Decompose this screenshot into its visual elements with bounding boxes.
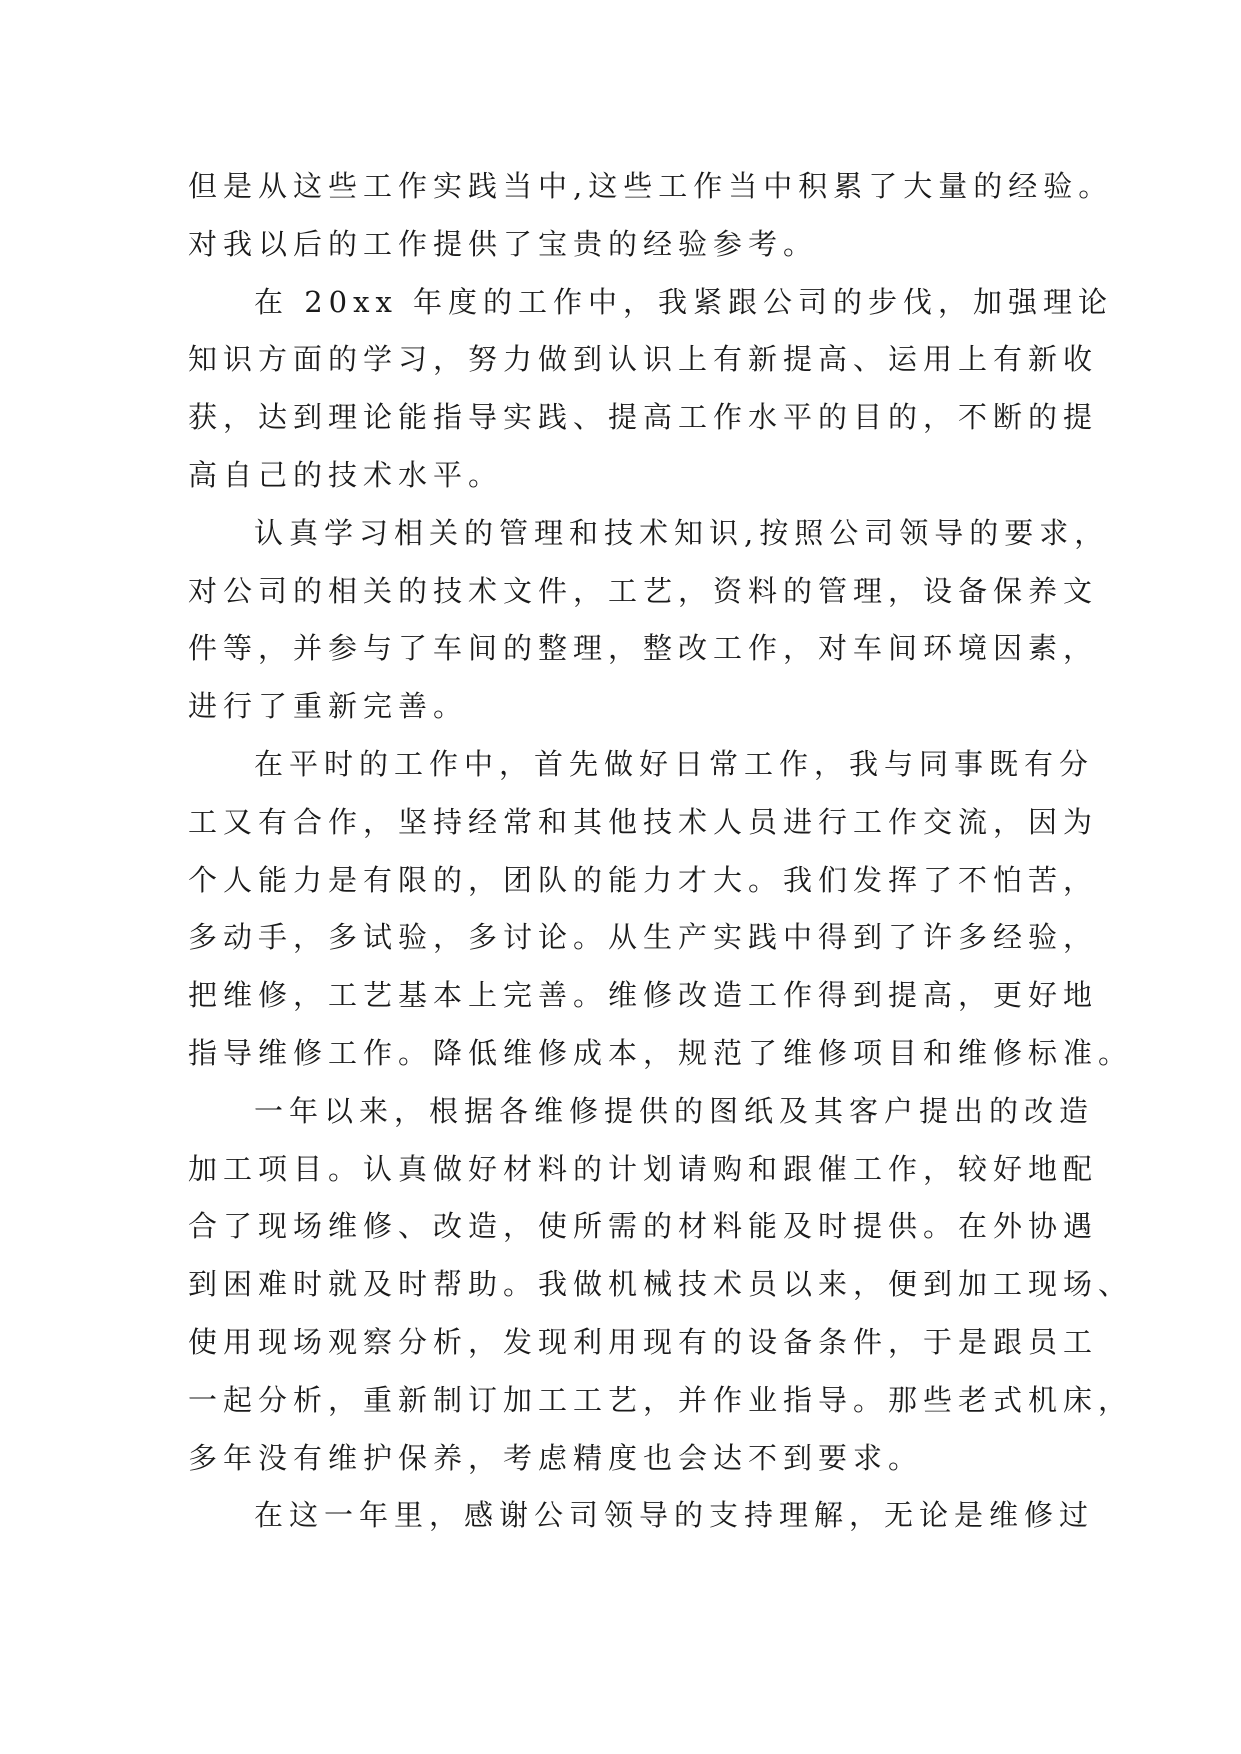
text-line: 使用现场观察分析，发现利用现有的设备条件，于是跟员工 (188, 1324, 1099, 1359)
text-line: 多动手，多试验，多讨论。从生产实践中得到了许多经验， (188, 920, 1099, 955)
text-line: 工又有合作，坚持经常和其他技术人员进行工作交流，因为 (188, 804, 1099, 839)
paragraph-first-line: 一年以来，根据各维修提供的图纸及其客户提出的改造 (254, 1093, 1095, 1128)
text-line: 高自己的技术水平。 (188, 457, 504, 492)
text-line: 多年没有维护保养，考虑精度也会达不到要求。 (188, 1440, 924, 1475)
text-line: 但是从这些工作实践当中,这些工作当中积累了大量的经验。 (188, 169, 1114, 203)
paragraph-first-line: 在平时的工作中，首先做好日常工作，我与同事既有分 (254, 746, 1095, 781)
text-line: 知识方面的学习，努力做到认识上有新提高、运用上有新收 (188, 342, 1099, 377)
text-line: 合了现场维修、改造，使所需的材料能及时提供。在外协遇 (188, 1209, 1099, 1244)
text-line: 一起分析，重新制订加工工艺，并作业指导。那些老式机床， (188, 1382, 1134, 1417)
paragraph-first-line: 在这一年里，感谢公司领导的支持理解，无论是维修过 (254, 1498, 1095, 1533)
text-line: 对我以后的工作提供了宝贵的经验参考。 (188, 226, 819, 261)
text-line: 对公司的相关的技术文件，工艺，资料的管理，设备保养文 (188, 573, 1099, 608)
text-line: 进行了重新完善。 (188, 689, 469, 724)
text-line: 到困难时就及时帮助。我做机械技术员以来，便到加工现场、 (188, 1267, 1134, 1302)
text-line: 把维修，工艺基本上完善。维修改造工作得到提高，更好地 (188, 978, 1099, 1013)
paragraph-first-line: 认真学习相关的管理和技术知识,按照公司领导的要求， (254, 515, 1110, 550)
text-line: 指导维修工作。降低维修成本，规范了维修项目和维修标准。 (188, 1035, 1134, 1070)
text-line: 件等，并参与了车间的整理，整改工作，对车间环境因素， (188, 631, 1099, 666)
document-body (188, 158, 1134, 1545)
text-line: 个人能力是有限的，团队的能力才大。我们发挥了不怕苦， (188, 862, 1099, 897)
paragraph-first-line: 在 20xx 年度的工作中，我紧跟公司的步伐，加强理论 (254, 284, 1114, 319)
text-line: 获，达到理论能指导实践、提高工作水平的目的，不断的提 (188, 400, 1099, 435)
text-line: 加工项目。认真做好材料的计划请购和跟催工作，较好地配 (188, 1151, 1099, 1186)
